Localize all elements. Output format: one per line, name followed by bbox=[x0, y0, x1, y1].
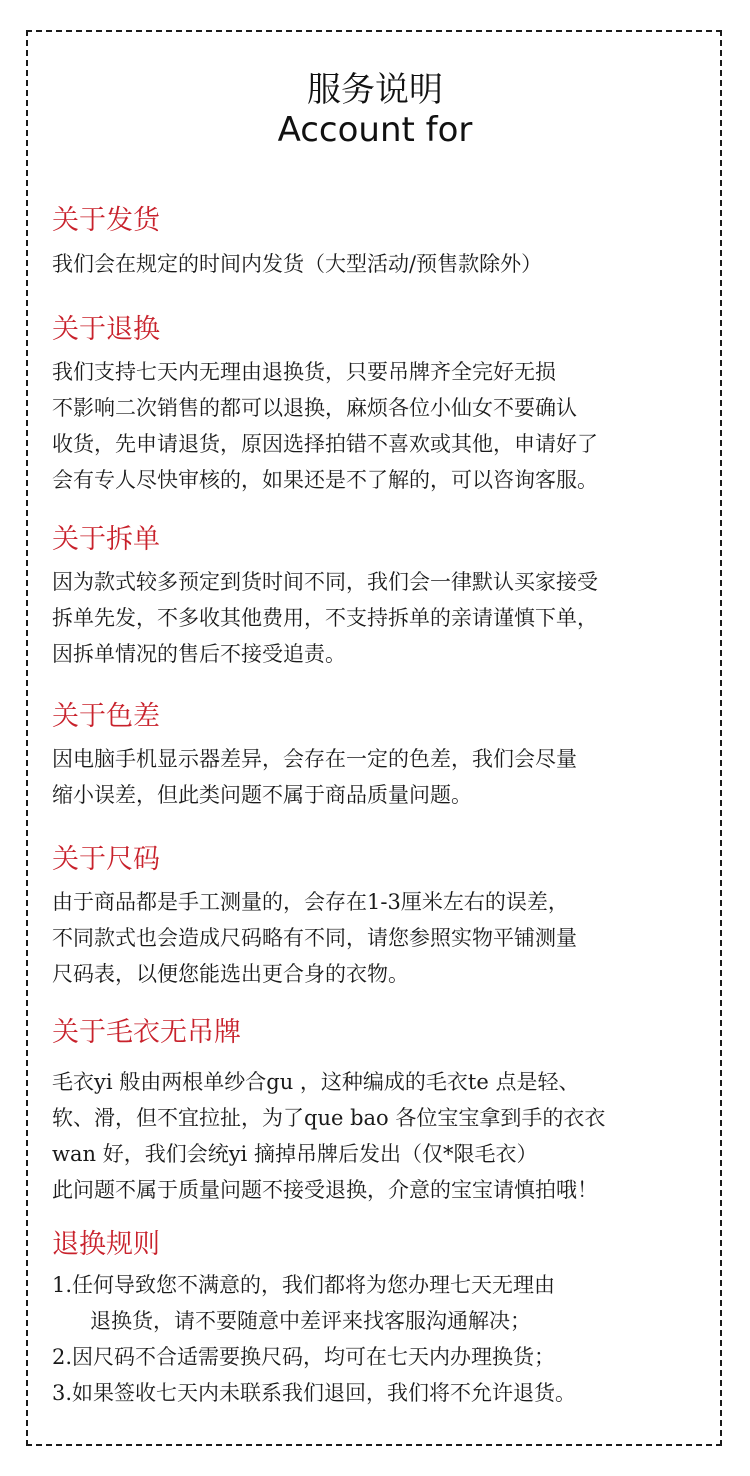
rule-item: 3.如果签收七天内未联系我们退回，我们将不允许退货。 bbox=[52, 1381, 577, 1405]
section-heading-returns: 关于退换 bbox=[52, 314, 160, 345]
text-line: 软、滑，但不宜拉扯，为了que bao 各位宝宝拿到手的衣衣 bbox=[52, 1106, 606, 1130]
text-line: 因电脑手机显示器差异，会存在一定的色差，我们会尽量 bbox=[52, 747, 577, 771]
section-body-sweater-tags bbox=[52, 1064, 712, 1208]
text-line: 我们会在规定的时间内发货（大型活动/预售款除外） bbox=[52, 252, 543, 276]
text-line: 因为款式较多预定到货时间不同，我们会一律默认买家接受 bbox=[52, 570, 598, 594]
section-body-return-rules bbox=[52, 1267, 712, 1411]
section-body-size bbox=[52, 884, 712, 992]
rule-item: 1.任何导致您不满意的，我们都将为您办理七天无理由 bbox=[52, 1273, 556, 1297]
section-body-split-order bbox=[52, 564, 712, 672]
text-line: 毛衣yi 般由两根单纱合gu ，这种编成的毛衣te 点是轻、 bbox=[52, 1070, 580, 1094]
section-heading-color-difference: 关于色差 bbox=[52, 701, 160, 732]
page-title: 服务说明 bbox=[307, 70, 443, 110]
section-heading-sweater-tags: 关于毛衣无吊牌 bbox=[52, 1017, 241, 1048]
section-heading-shipping: 关于发货 bbox=[52, 205, 160, 236]
section-heading-return-rules: 退换规则 bbox=[52, 1229, 160, 1260]
page-subtitle: Account for bbox=[277, 110, 473, 150]
text-line: 缩小误差，但此类问题不属于商品质量问题。 bbox=[52, 783, 472, 807]
section-heading-split-order: 关于拆单 bbox=[52, 524, 160, 555]
section-body-returns bbox=[52, 354, 712, 498]
section-heading-size: 关于尺码 bbox=[52, 844, 160, 875]
text-line: 拆单先发，不多收其他费用，不支持拆单的亲请谨慎下单， bbox=[52, 606, 598, 630]
text-line: 我们支持七天内无理由退换货，只要吊牌齐全完好无损 bbox=[52, 360, 556, 384]
text-line: 尺码表，以便您能选出更合身的衣物。 bbox=[52, 962, 409, 986]
text-line: 收货，先申请退货，原因选择拍错不喜欢或其他，申请好了 bbox=[52, 432, 598, 456]
text-line: 不影响二次销售的都可以退换，麻烦各位小仙女不要确认 bbox=[52, 396, 577, 420]
text-line: 由于商品都是手工测量的，会存在1-3厘米左右的误差， bbox=[52, 890, 569, 914]
text-line: 会有专人尽快审核的，如果还是不了解的，可以咨询客服。 bbox=[52, 468, 598, 492]
text-line: wan 好，我们会统yi 摘掉吊牌后发出（仅*限毛衣） bbox=[52, 1142, 538, 1166]
section-body-color-difference bbox=[52, 741, 712, 813]
text-line: 不同款式也会造成尺码略有不同，请您参照实物平铺测量 bbox=[52, 926, 577, 950]
rule-item: 2.因尺码不合适需要换尺码，均可在七天内办理换货； bbox=[52, 1345, 556, 1369]
rule-item-continuation: 退换货，请不要随意中差评来找客服沟通解决； bbox=[90, 1309, 531, 1333]
text-line: 此问题不属于质量问题不接受退换，介意的宝宝请慎拍哦！ bbox=[52, 1178, 598, 1202]
text-line: 因拆单情况的售后不接受追责。 bbox=[52, 642, 346, 666]
section-body-shipping bbox=[52, 246, 712, 282]
